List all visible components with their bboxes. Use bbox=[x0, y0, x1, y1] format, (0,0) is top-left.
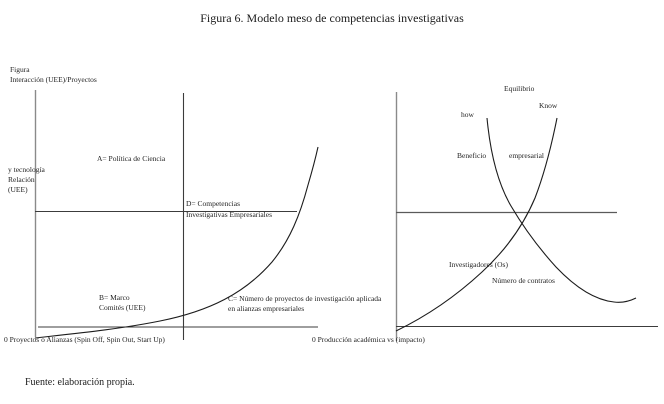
source-note: Fuente: elaboración propia. bbox=[25, 377, 135, 388]
left-y-axis-label-line2: Relación bbox=[8, 175, 35, 184]
label-c-line1: C= Número de proyectos de investigación aplicada bbox=[228, 294, 382, 303]
label-equilibrio: Equilibrio bbox=[504, 84, 535, 93]
right-curve-rising bbox=[396, 118, 557, 331]
left-corner-note-line1: Figura bbox=[10, 65, 30, 74]
label-d-line2: Investigativas Empresariales bbox=[186, 209, 273, 219]
label-b-line1: B= Marco bbox=[99, 293, 130, 302]
left-corner-note-line2: Interacción (UEE)/Proyectos bbox=[10, 75, 97, 84]
label-b-line2: Comités (UEE) bbox=[99, 303, 146, 312]
label-investigadores: Investigadores (Os) bbox=[449, 260, 508, 269]
label-know: Know bbox=[539, 101, 558, 110]
left-x-axis-label: 0 Proyectos o Alianzas (Spin Off, Spin Out, Start Up) bbox=[4, 335, 165, 344]
label-a: A= Política de Ciencia bbox=[97, 154, 166, 163]
label-d-line1: D= Competencias bbox=[186, 199, 241, 208]
right-x-axis-label: 0 Producción académica vs (impacto) bbox=[312, 335, 425, 344]
label-c bbox=[228, 294, 381, 314]
left-y-axis-label-line1: y tecnología bbox=[8, 165, 45, 174]
left-corner-note bbox=[10, 65, 97, 85]
right-curve-falling bbox=[487, 118, 636, 302]
label-empresarial: empresarial bbox=[509, 151, 544, 160]
label-numero-contratos: Número de contratos bbox=[492, 276, 555, 285]
figure-title: Figura 6. Modelo meso de competencias investigativas bbox=[200, 11, 464, 25]
label-b bbox=[99, 293, 145, 313]
left-y-axis-label bbox=[8, 165, 45, 195]
label-beneficio: Beneficio bbox=[457, 151, 487, 160]
left-y-axis-label-line3: (UEE) bbox=[8, 185, 28, 194]
label-c-line2: en alianzas empresariales bbox=[228, 304, 305, 313]
label-how: how bbox=[461, 110, 474, 119]
label-d bbox=[186, 199, 272, 220]
